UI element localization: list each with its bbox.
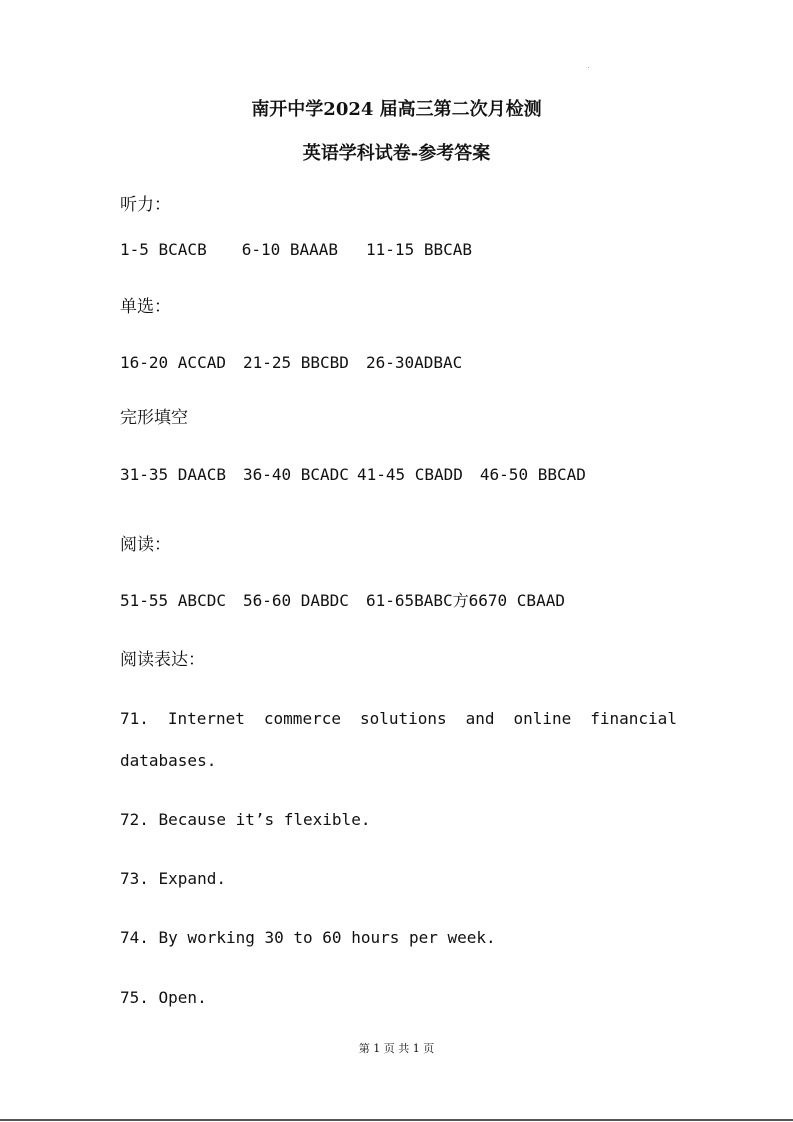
answer-group: 16-20 ACCAD: [120, 353, 226, 372]
page-title: 南开中学2024 届高三第二次月检测: [251, 99, 542, 120]
answer-group: 21-25 BBCBD: [242, 353, 349, 372]
scan-speck: [588, 67, 589, 68]
answer-word: 71.: [120, 709, 149, 728]
answer-73: 73. Expand.: [120, 869, 226, 888]
single-choice-answers: [120, 351, 462, 375]
answer-group: 31-35 DAACB: [120, 465, 226, 484]
answer-group: 26-30ADBAC: [365, 353, 463, 372]
answer-74: 74. By working 30 to 60 hours per week.: [120, 928, 496, 947]
answer-group: 6-10 BAAAB: [241, 240, 339, 259]
answer-word: online: [513, 709, 572, 728]
listening-heading: 听力：: [120, 195, 171, 215]
answer-group: 61-65BABC方6670 CBAAD: [365, 591, 565, 610]
cloze-answers: [120, 463, 586, 487]
cloze-heading: 完形填空: [120, 408, 188, 428]
answer-word: Internet: [167, 709, 245, 728]
answer-word: and: [465, 709, 495, 728]
answer-word: commerce: [263, 709, 341, 728]
answer-group: 11-15 BBCAB: [366, 240, 472, 259]
page-subtitle: 英语学科试卷-参考答案: [302, 143, 491, 164]
answer-71-line2: databases.: [120, 751, 217, 770]
page-bottom-edge: [0, 1119, 793, 1121]
answer-75: 75. Open.: [120, 988, 207, 1007]
page-number-footer: 第 1 页 共 1 页: [358, 1042, 435, 1055]
answer-word: solutions: [359, 709, 447, 728]
answer-group: 46-50 BBCAD: [479, 465, 586, 484]
answer-71-line1: [120, 707, 677, 731]
single-choice-heading: 单选：: [120, 297, 171, 317]
answer-group: 51-55 ABCDC: [120, 591, 226, 610]
answer-group: 1-5 BCACB: [120, 240, 207, 259]
answer-word: financial: [590, 709, 677, 728]
answer-72: 72. Because it’s flexible.: [120, 810, 371, 829]
reading-expression-heading: 阅读表达：: [120, 650, 205, 670]
answer-group: 41-45 CBADD: [356, 465, 463, 484]
reading-answers: [120, 589, 565, 613]
listening-answers: [120, 238, 472, 262]
answer-group: 36-40 BCADC: [242, 465, 349, 484]
reading-heading: 阅读：: [120, 535, 171, 555]
answer-group: 56-60 DABDC: [242, 591, 349, 610]
